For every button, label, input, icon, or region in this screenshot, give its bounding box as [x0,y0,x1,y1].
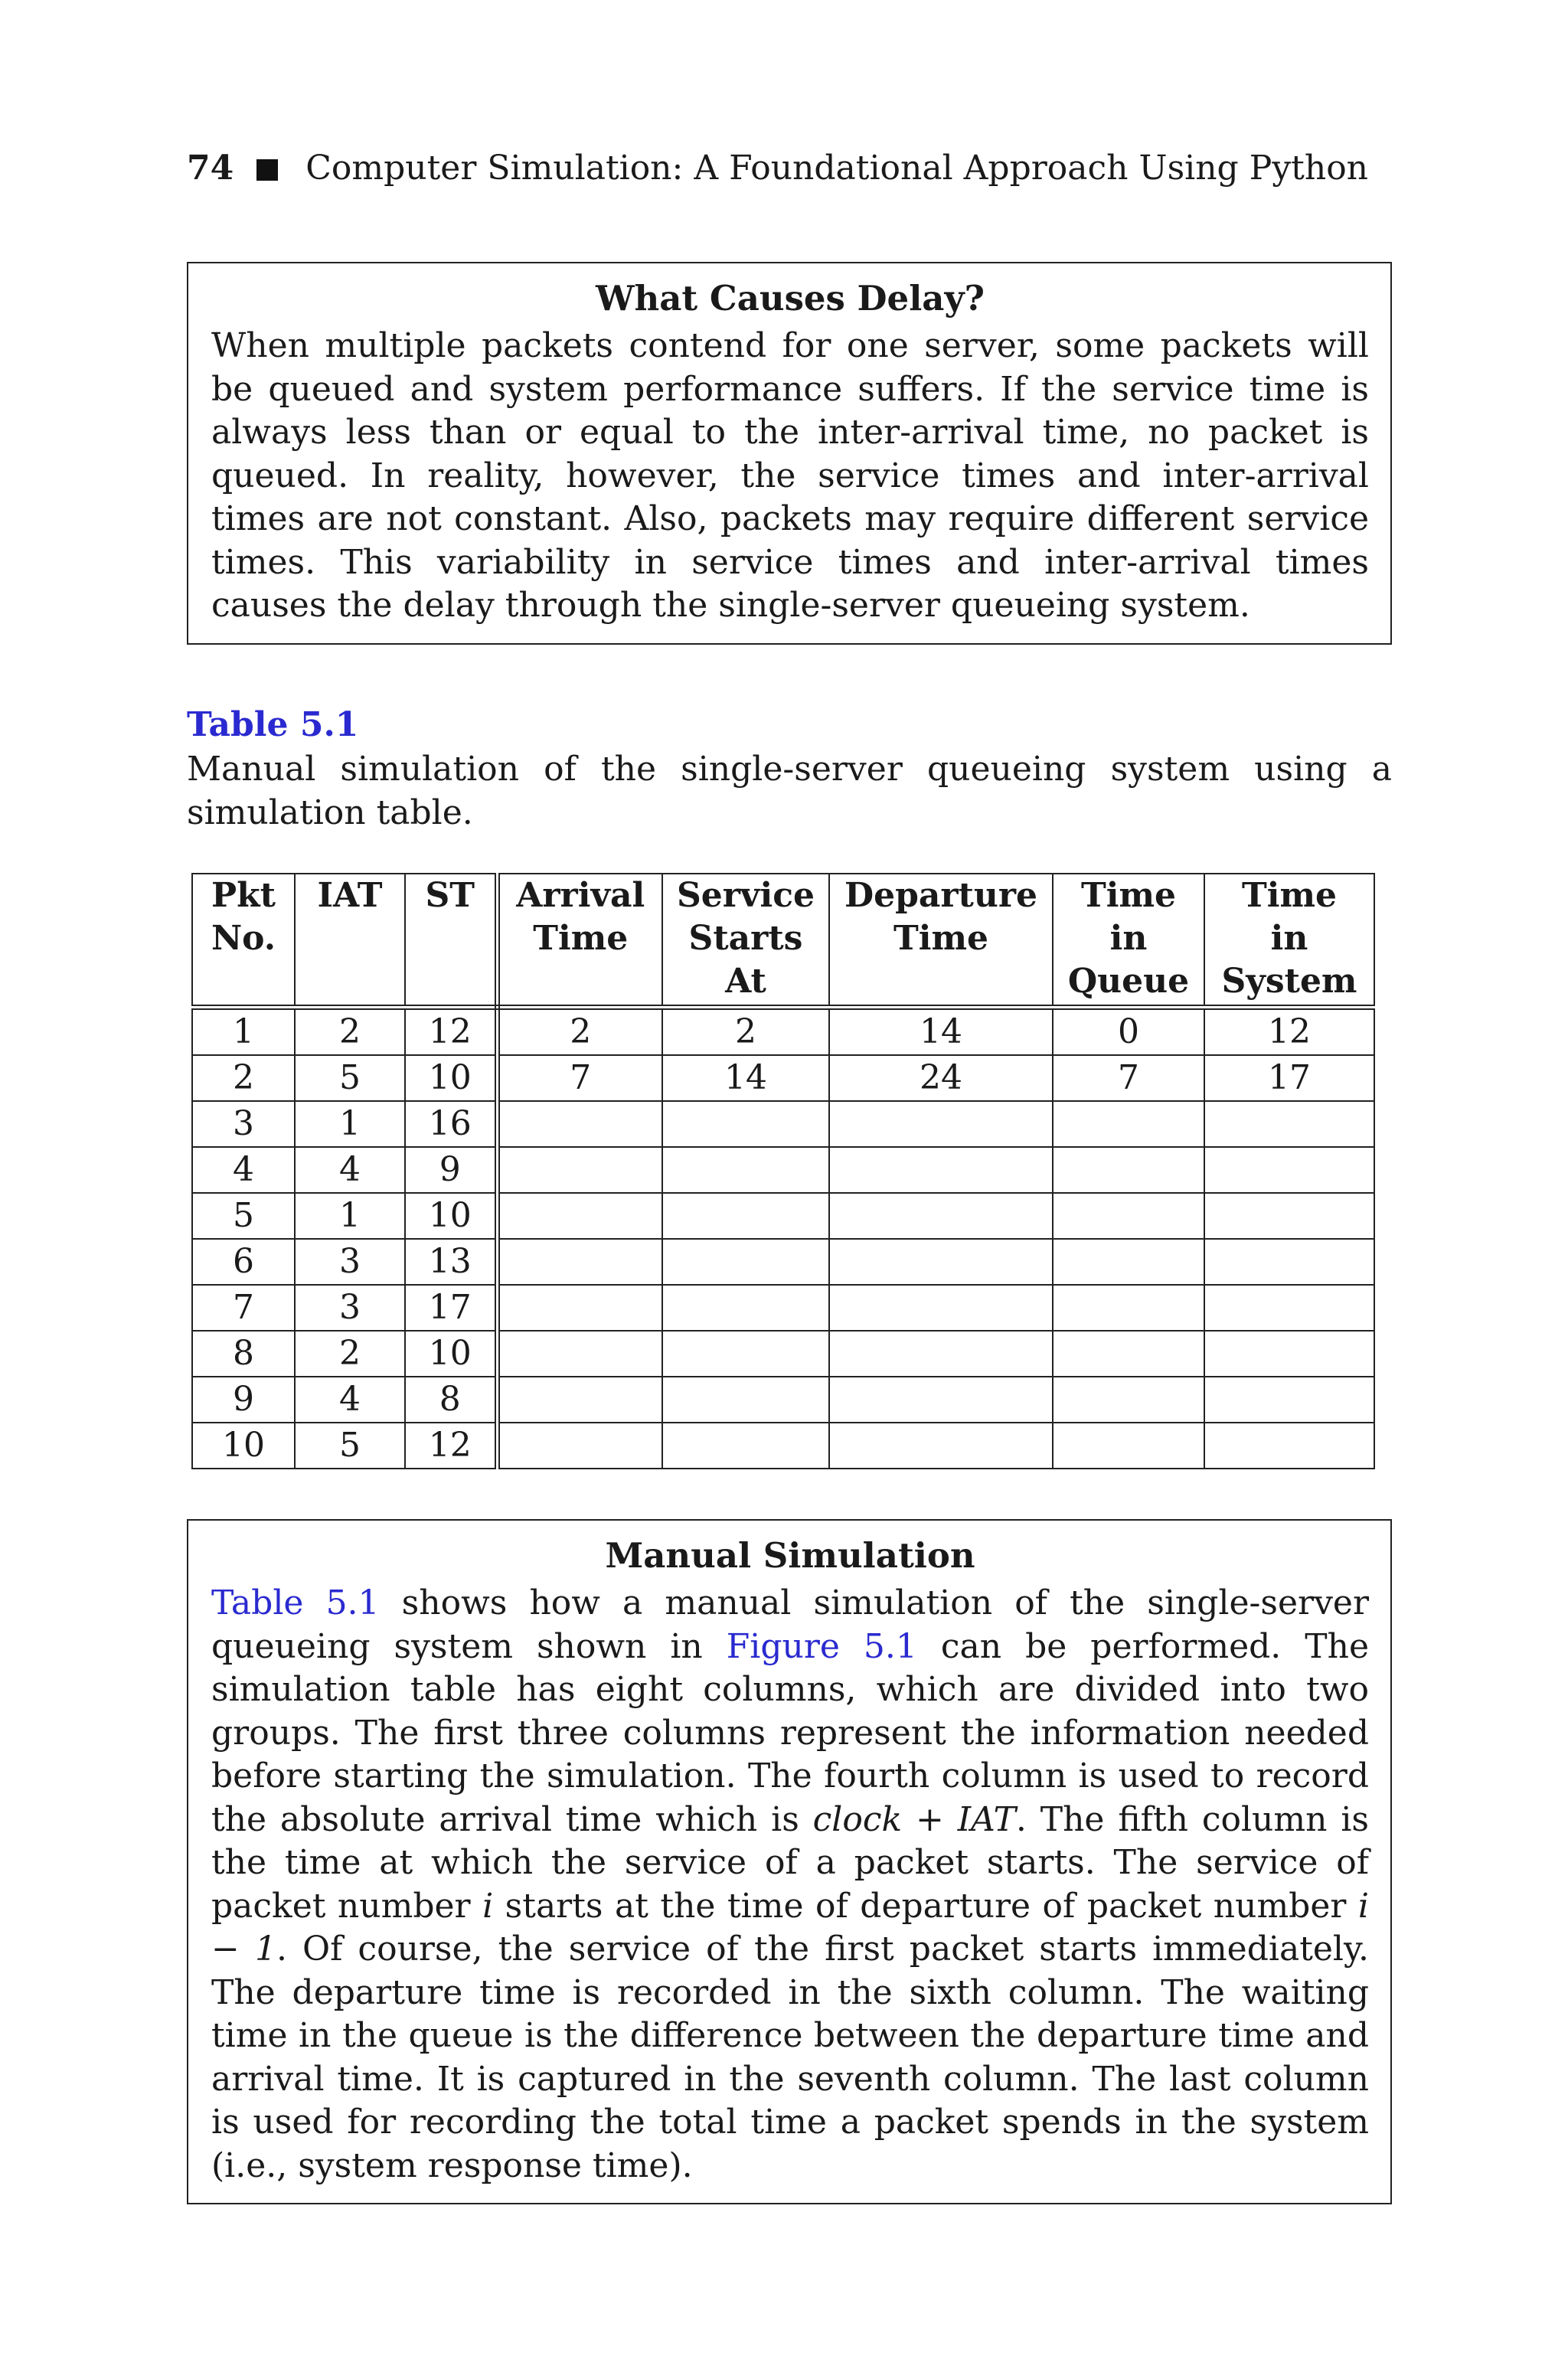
column-header-line: Time [893,919,988,958]
table-row [192,1423,1374,1469]
table-cell: 1 [192,1008,295,1056]
table-row [192,1377,1374,1423]
column-header [295,874,405,1008]
table-cell [829,1101,1053,1147]
table-cell [497,1423,662,1469]
table-cell [497,1101,662,1147]
manual-simulation-box [187,1519,1392,2204]
table-cell: 2 [662,1008,829,1056]
delay-box-title: What Causes Delay? [596,278,985,319]
table-cell: 14 [662,1055,829,1101]
text-segment: . Of course, the service of the first packet starts immediately. The departure time is recorded in the sixth column. The waiting time in the queue is the difference between the departure time and arrival time. It is captured in the seventh column. The last column is used for recording the total time a packet spends in the system (i.e., system response time). [211,1930,1369,2185]
table-cell [1053,1377,1204,1423]
table-cell [662,1101,829,1147]
table-cell [1204,1377,1374,1423]
manual-simulation-text [211,1582,1369,2188]
table-row [192,1147,1374,1193]
table-cell: 12 [1204,1008,1374,1056]
table-cell [1204,1147,1374,1193]
manual-simulation-title: Manual Simulation [605,1535,975,1576]
table-cell: 4 [192,1147,295,1193]
table-cell [497,1239,662,1285]
table-cell [1053,1193,1204,1239]
table-cell [1053,1147,1204,1193]
column-header [829,874,1053,1008]
column-header [1053,874,1204,1008]
table-cell: 6 [192,1239,295,1285]
column-header [1204,874,1374,1008]
delay-box [187,262,1392,645]
text-segment: . The fifth column is the time at which the service of a packet starts. The service of packet number [211,1799,1369,1926]
table-cell: 10 [405,1055,497,1101]
table-cell: 17 [1204,1055,1374,1101]
table-cell: 2 [295,1331,405,1377]
column-header-line: No. [211,919,276,958]
table-cell: 0 [1053,1008,1204,1056]
column-header-line: Pkt [211,876,276,915]
math-i-minus-1: i − 1 [211,1886,1369,1969]
column-header [497,874,662,1008]
table-cell [1204,1101,1374,1147]
table-cell: 5 [192,1193,295,1239]
table-cell: 13 [405,1239,497,1285]
table-cell: 3 [192,1101,295,1147]
simulation-table [191,873,1375,1469]
figure-link[interactable]: Figure 5.1 [726,1626,917,1666]
table-cell: 2 [497,1008,662,1056]
table-cell [1204,1193,1374,1239]
table-cell [1204,1331,1374,1377]
table-cell: 3 [295,1239,405,1285]
table-cell: 5 [295,1055,405,1101]
running-header [187,145,1412,191]
table-header-row [192,874,1374,1008]
table-cell: 7 [497,1055,662,1101]
table-cell [662,1377,829,1423]
table-label: Table 5.1 [187,705,359,744]
table-cell [662,1285,829,1331]
text-segment: starts at the time of departure of packet number [493,1886,1358,1926]
table-cell [829,1377,1053,1423]
table-cell: 1 [295,1101,405,1147]
column-header-line: in [1109,919,1148,958]
table-caption [187,703,1392,835]
table-cell: 4 [295,1377,405,1423]
table-row [192,1239,1374,1285]
table-cell [1204,1239,1374,1285]
table-cell [662,1193,829,1239]
column-header-line: At [725,962,766,1001]
column-header-line: IAT [317,876,383,915]
column-header [192,874,295,1008]
table-cell [497,1193,662,1239]
table-cell [662,1147,829,1193]
column-header-line: Departure [844,876,1038,915]
table-row [192,1331,1374,1377]
column-header-line: Arrival [516,876,645,915]
table-cell: 24 [829,1055,1053,1101]
table-row [192,1285,1374,1331]
column-header-line: System [1221,962,1357,1001]
table-cell [497,1331,662,1377]
table-cell: 7 [192,1285,295,1331]
table-cell: 2 [295,1008,405,1056]
delay-box-text: When multiple packets contend for one server, some packets will be queued and system performance suffers. If the service time is always less than or equal to the inter-arrival time, no packet is queued. In reality, however, the service times and inter-arrival times are not constant. Also, packets may require different service times. This variability in service times and inter-arrival times causes the delay through the single-server queueing system. [211,326,1369,625]
table-cell [1204,1285,1374,1331]
table-cell: 9 [405,1147,497,1193]
table-cell [497,1285,662,1331]
column-header-line: in [1270,919,1308,958]
table-cell: 9 [192,1377,295,1423]
table-cell: 12 [405,1008,497,1056]
column-header [405,874,497,1008]
square-bullet-icon [256,159,278,181]
table-cell: 3 [295,1285,405,1331]
table-cell: 2 [192,1055,295,1101]
table-cell [1053,1285,1204,1331]
table-cell [662,1239,829,1285]
column-header-line: Starts [688,919,803,958]
table-link[interactable]: Table 5.1 [211,1583,380,1622]
column-header-line: Service [676,876,815,915]
table-cell [1053,1331,1204,1377]
table-row [192,1193,1374,1239]
page-number: 74 [187,149,234,188]
table-cell: 4 [295,1147,405,1193]
table-cell: 7 [1053,1055,1204,1101]
table-row [192,1008,1374,1056]
table-cell: 10 [192,1423,295,1469]
table-cell: 12 [405,1423,497,1469]
table-caption-text: Manual simulation of the single-server queueing system using a simulation table. [187,750,1392,832]
table-cell: 8 [405,1377,497,1423]
table-cell [497,1147,662,1193]
table-cell [1053,1101,1204,1147]
column-header-line: Time [1080,876,1176,915]
column-header-line: Time [533,919,629,958]
text-segment: can be performed. The simulation table has eight columns, which are divided into two groups. The first three columns represent the information needed before starting the simulation. The fourth column is used to record the absolute arrival time which is [211,1626,1369,1839]
table-cell: 17 [405,1285,497,1331]
table-cell [497,1377,662,1423]
table-cell: 8 [192,1331,295,1377]
table-cell [662,1331,829,1377]
table-cell: 5 [295,1423,405,1469]
table-cell [1053,1423,1204,1469]
table-cell: 10 [405,1193,497,1239]
math-i: i [482,1886,494,1926]
table-cell: 10 [405,1331,497,1377]
table-cell [829,1239,1053,1285]
table-cell [829,1423,1053,1469]
table-cell [829,1147,1053,1193]
column-header-line: Queue [1067,962,1190,1001]
table-cell: 1 [295,1193,405,1239]
math-clock-iat: clock + IAT [812,1799,1016,1839]
table-cell: 14 [829,1008,1053,1056]
column-header [662,874,829,1008]
running-title: Computer Simulation: A Foundational Approach Using Python [305,149,1369,188]
table-cell [662,1423,829,1469]
table-row [192,1101,1374,1147]
column-header-line: ST [425,876,475,915]
table-cell [1204,1423,1374,1469]
table-row [192,1055,1374,1101]
text-segment: shows how a manual simulation of the single-server queueing system shown in [211,1583,1369,1666]
column-header-line: Time [1241,876,1337,915]
table-cell: 16 [405,1101,497,1147]
table-cell [829,1193,1053,1239]
table-cell [829,1285,1053,1331]
table-cell [829,1331,1053,1377]
table-cell [1053,1239,1204,1285]
